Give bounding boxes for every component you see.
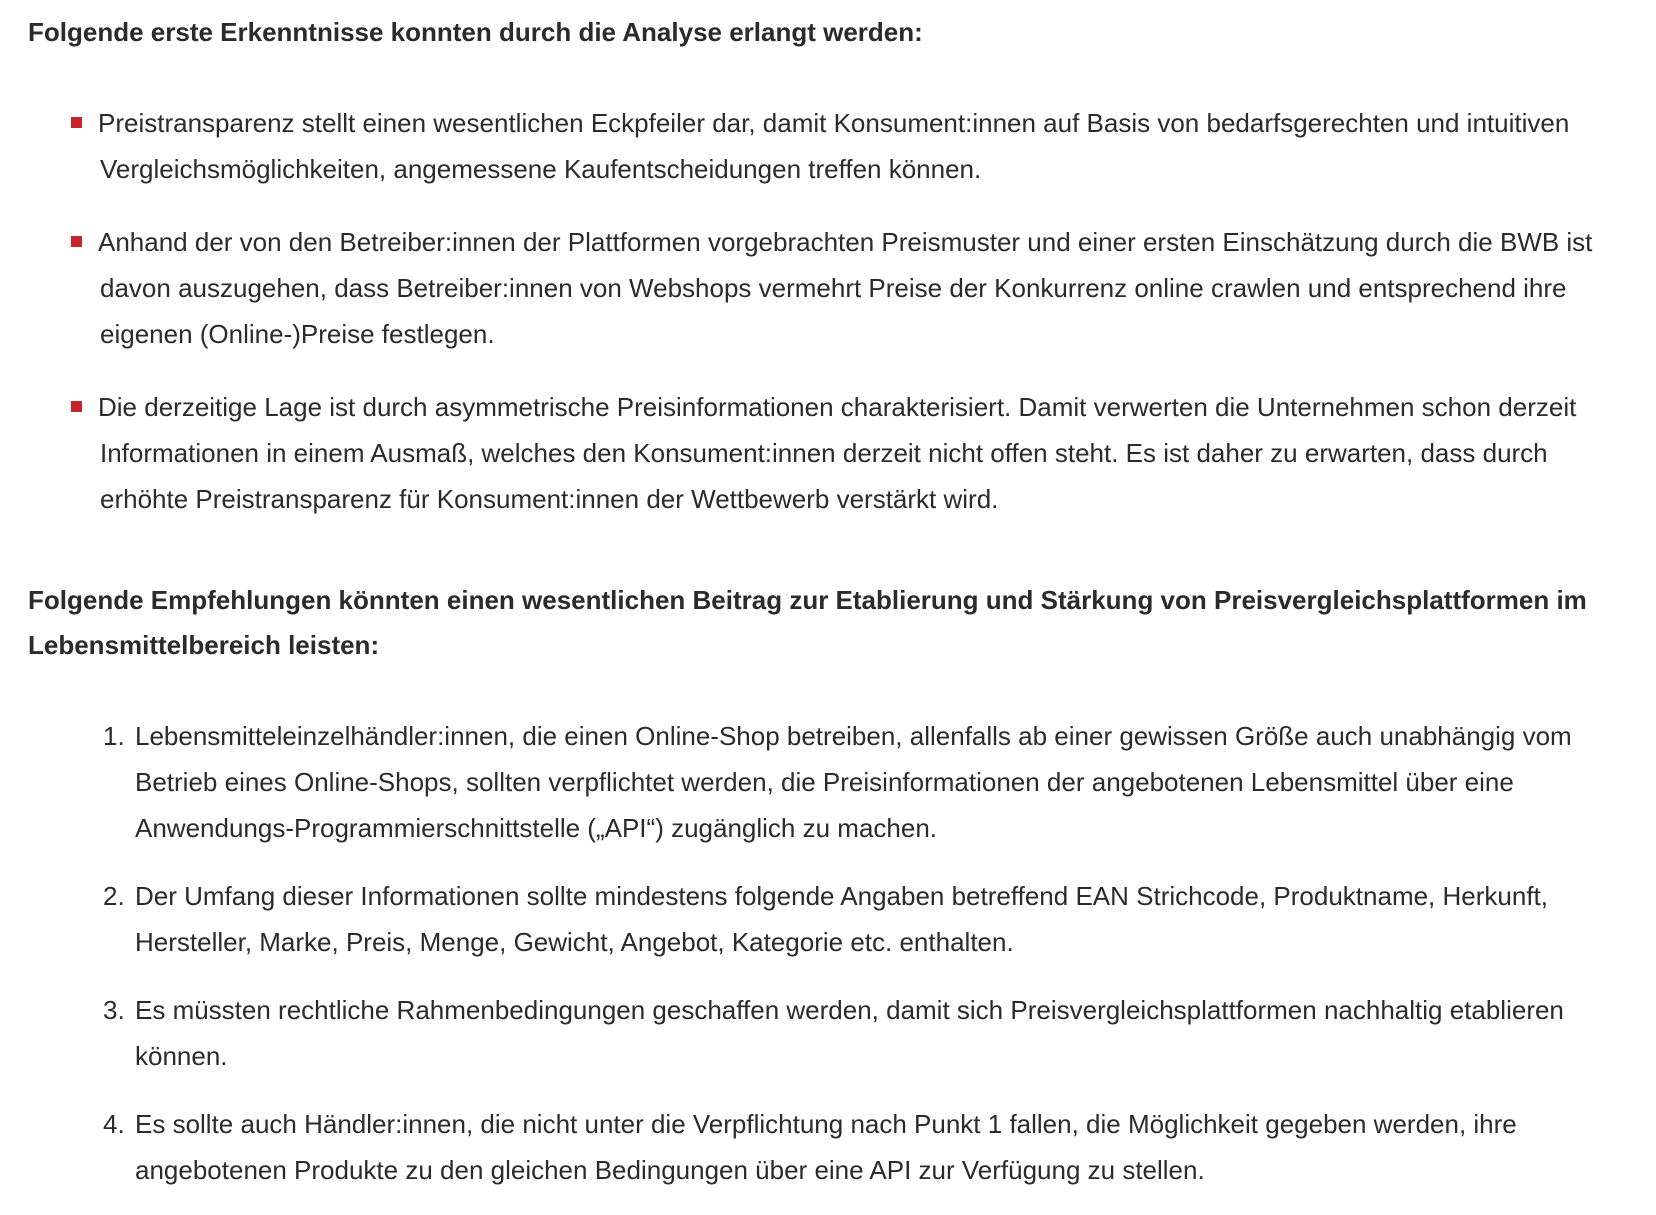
bullet-square-icon (71, 401, 82, 412)
list-item-text: Die derzeitige Lage ist durch asymmetrische Preisinformationen charakterisiert. Damit verwerten die Unternehmen schon derzeit Informationen in einem Ausmaß, welches den Konsument:innen derzeit nicht offen steht. Es ist daher zu erwarten, dass durch erhöhte Preistransparenz für Konsument:innen der Wettbewerb verstärkt wird. (98, 392, 1577, 514)
list-item (28, 384, 1628, 522)
list-item-text: Es sollte auch Händler:innen, die nicht unter die Verpflichtung nach Punkt 1 fallen, die Möglichkeit gegeben werden, ihre angebotenen Produkte zu den gleichen Bedingungen über eine API zur Verfügung zu stellen. (135, 1109, 1517, 1185)
bullet-square-icon (71, 117, 82, 128)
findings-heading: Folgende erste Erkenntnisse konnten durch die Analyse erlangt werden: (28, 17, 923, 47)
list-item-number: 4. (103, 1109, 125, 1139)
bullet-square-icon (71, 236, 82, 247)
list-item (28, 100, 1628, 192)
list-item (28, 987, 1628, 1079)
list-item-text: Es müssten rechtliche Rahmenbedingungen geschaffen werden, damit sich Preisvergleichsplattformen nachhaltig etablieren können. (135, 995, 1564, 1071)
list-item-text: Der Umfang dieser Informationen sollte mindestens folgende Angaben betreffend EAN Strichcode, Produktname, Herkunft, Hersteller, Marke, Preis, Menge, Gewicht, Angebot, Kategorie etc. enthalten. (135, 881, 1548, 957)
list-item (28, 219, 1628, 357)
list-item-text: Lebensmitteleinzelhändler:innen, die einen Online-Shop betreiben, allenfalls ab einer gewissen Größe auch unabhängig vom Betrieb eines Online-Shops, sollten verpflichtet werden, die Preisinformationen der angebotenen Lebensmittel über eine Anwendungs-Programmierschnittstelle („API“) zugänglich zu machen. (135, 721, 1572, 843)
list-item-number: 2. (103, 881, 125, 911)
findings-list (28, 100, 1628, 549)
list-item-text: Preistransparenz stellt einen wesentlichen Eckpfeiler dar, damit Konsument:innen auf Basis von bedarfsgerechten und intuitiven Vergleichsmöglichkeiten, angemessene Kaufentscheidungen treffen können. (98, 108, 1570, 184)
list-item-text: Anhand der von den Betreiber:innen der Plattformen vorgebrachten Preismuster und einer ersten Einschätzung durch die BWB ist davon auszugehen, dass Betreiber:innen von Webshops vermehrt Preise der Konkurrenz online crawlen und entsprechend ihre eigenen (Online-)Preise festlegen. (98, 227, 1593, 349)
list-item-number: 3. (103, 995, 125, 1025)
recommendations-heading: Folgende Empfehlungen könnten einen wesentlichen Beitrag zur Etablierung und Stärkung von Preisvergleichsplattformen im Lebensmittelbereich leisten: (28, 585, 1587, 660)
list-item (28, 873, 1628, 965)
list-item (28, 1101, 1628, 1193)
recommendations-list (28, 713, 1628, 1215)
list-item (28, 713, 1628, 851)
list-item-number: 1. (103, 721, 125, 751)
